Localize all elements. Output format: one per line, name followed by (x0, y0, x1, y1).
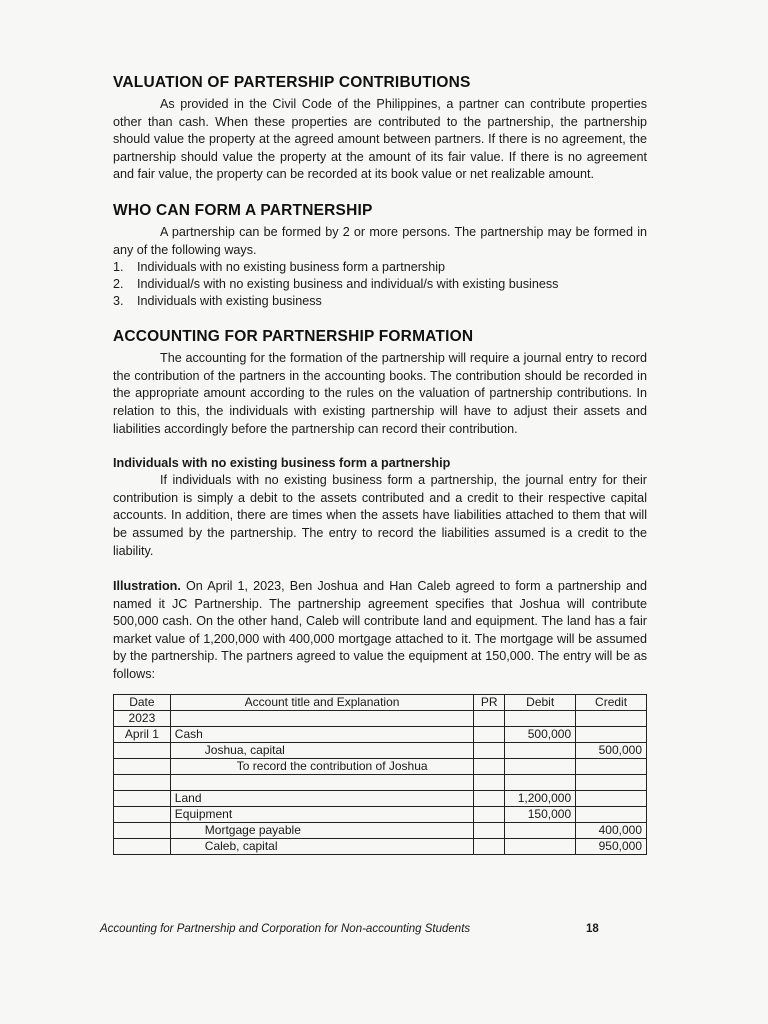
cell-credit (576, 790, 647, 806)
cell-credit-text: 950,000 (598, 838, 642, 853)
cell-credit (576, 838, 647, 854)
cell-credit (576, 726, 647, 742)
table-row (114, 838, 647, 854)
cell-account (170, 774, 473, 790)
illustration-paragraph (113, 578, 647, 684)
cell-date (114, 710, 171, 726)
cell-pr (474, 710, 505, 726)
journal-table (113, 694, 647, 855)
table-row (114, 742, 647, 758)
cell-pr (474, 742, 505, 758)
cell-account-text: Land (174, 790, 202, 805)
list-number: 2. (113, 277, 124, 292)
cell-credit (576, 806, 647, 822)
cell-pr (474, 726, 505, 742)
table-row (114, 710, 647, 726)
cell-pr (474, 806, 505, 822)
table-row (114, 806, 647, 822)
list-text: Individual/s with no existing business and individual/s with existing business (137, 277, 559, 292)
table-row (114, 822, 647, 838)
cell-credit (576, 710, 647, 726)
header-pr: PR (474, 694, 505, 710)
table-row (114, 774, 647, 790)
cell-credit (576, 774, 647, 790)
journal-header-row (114, 694, 647, 710)
section-body: As provided in the Civil Code of the Philippines, a partner can contribute properties other than cash. When these properties are contributed to the partnership, the partnership should value the property at the agreed amount between partners. If there is no agreement, the partnership should value the property at the amount of its fair value. If there is no agreement and fair value, the property can be recorded at its book value or net realizable amount. (113, 97, 647, 182)
subsection-title: Individuals with no existing business form a partnership (113, 456, 451, 471)
cell-account (170, 742, 473, 758)
header-account: Account title and Explanation (170, 694, 473, 710)
list-text: Individuals with existing business (137, 294, 322, 309)
cell-credit-text: 400,000 (598, 822, 642, 837)
cell-account-text: Caleb, capital (204, 838, 278, 853)
cell-pr (474, 758, 505, 774)
section-accounting (113, 328, 647, 438)
cell-account-text: Cash (174, 726, 203, 741)
list-item (113, 259, 647, 276)
cell-pr (474, 822, 505, 838)
cell-date (114, 742, 171, 758)
cell-debit (505, 710, 576, 726)
list-text: Individuals with no existing business form a partnership (137, 260, 446, 275)
cell-date-text: 2023 (128, 710, 156, 725)
cell-credit (576, 742, 647, 758)
cell-account (170, 710, 473, 726)
cell-date (114, 790, 171, 806)
cell-credit-text: 500,000 (598, 742, 642, 757)
illustration-body: On April 1, 2023, Ben Joshua and Han Caleb agreed to form a partnership and named it JC Partnership. The partnership agreement specifies that Joshua will contribute 500,000 cash. On the other hand, Caleb will contribute land and equipment. The land has a fair market value of 1,200,000 with 400,000 mortgage attached to it. The mortgage will be assumed by the partnership. The partners agreed to value the equipment at 150,000. The entry will be as follows: (113, 579, 647, 682)
cell-date-text: April 1 (124, 726, 159, 741)
cell-account (170, 758, 473, 774)
page-number: 18 (586, 923, 599, 935)
cell-account-text: Joshua, capital (204, 742, 285, 757)
section-who (113, 202, 647, 310)
section-title: ACCOUNTING FOR PARTNERSHIP FORMATION (113, 328, 474, 346)
cell-date (114, 774, 171, 790)
section-title: VALUATION OF PARTERSHIP CONTRIBUTIONS (113, 74, 471, 91)
section-body: A partnership can be formed by 2 or more persons. The partnership may be formed in any of the following ways. (113, 224, 647, 257)
cell-debit (505, 742, 576, 758)
cell-account-text: To record the contribution of Joshua (236, 758, 428, 773)
table-row (114, 758, 647, 774)
list-number: 1. (113, 260, 124, 275)
journal-body (114, 710, 647, 854)
list-number: 3. (113, 294, 124, 309)
cell-account (170, 726, 473, 742)
cell-account (170, 806, 473, 822)
cell-debit (505, 726, 576, 742)
page-content (113, 74, 647, 855)
cell-debit (505, 838, 576, 854)
cell-account-text: Mortgage payable (204, 822, 301, 837)
cell-debit (505, 790, 576, 806)
table-row (114, 726, 647, 742)
cell-pr (474, 790, 505, 806)
cell-debit (505, 806, 576, 822)
cell-account-text: Equipment (174, 806, 233, 821)
cell-debit (505, 758, 576, 774)
table-row (114, 790, 647, 806)
cell-credit (576, 822, 647, 838)
section-illustration (113, 578, 647, 855)
cell-pr (474, 838, 505, 854)
header-debit: Debit (505, 694, 576, 710)
cell-date (114, 822, 171, 838)
cell-account (170, 838, 473, 854)
cell-account (170, 790, 473, 806)
illustration-label: Illustration. (113, 579, 181, 594)
cell-debit (505, 822, 576, 838)
list-item (113, 276, 647, 293)
section-body: If individuals with no existing business form a partnership, the journal entry for their contribution is simply a debit to the assets contributed and a credit to their respective capital accounts. In addition, there are times when the assets have liabilities attached to them that will be assumed by the partnership. The entry to record the liabilities assumed is a credit to the liability. (113, 473, 647, 558)
cell-debit (505, 774, 576, 790)
cell-date (114, 806, 171, 822)
list-item (113, 293, 647, 310)
cell-debit-text: 150,000 (527, 806, 572, 821)
cell-date (114, 726, 171, 742)
header-credit: Credit (576, 694, 647, 710)
cell-debit-text: 1,200,000 (517, 790, 572, 805)
section-valuation (113, 74, 647, 184)
cell-credit (576, 758, 647, 774)
section-body: The accounting for the formation of the partnership will require a journal entry to record the contribution of the partners in the accounting books. The contribution should be recorded in the appropriate amount according to the rules on the valuation of partnership contributions. In relation to this, the individuals with existing partnership will have to adjust their assets and liabilities accordingly before the partnership can record their contribution. (113, 351, 647, 436)
section-no-existing (113, 456, 647, 560)
section-title: WHO CAN FORM A PARTNERSHIP (113, 201, 373, 219)
cell-pr (474, 774, 505, 790)
header-date: Date (114, 694, 171, 710)
cell-date (114, 758, 171, 774)
footer-title: Accounting for Partnership and Corporation for Non-accounting Students (100, 923, 471, 935)
cell-debit-text: 500,000 (527, 726, 572, 741)
cell-account (170, 822, 473, 838)
cell-date (114, 838, 171, 854)
ways-list (113, 259, 647, 310)
